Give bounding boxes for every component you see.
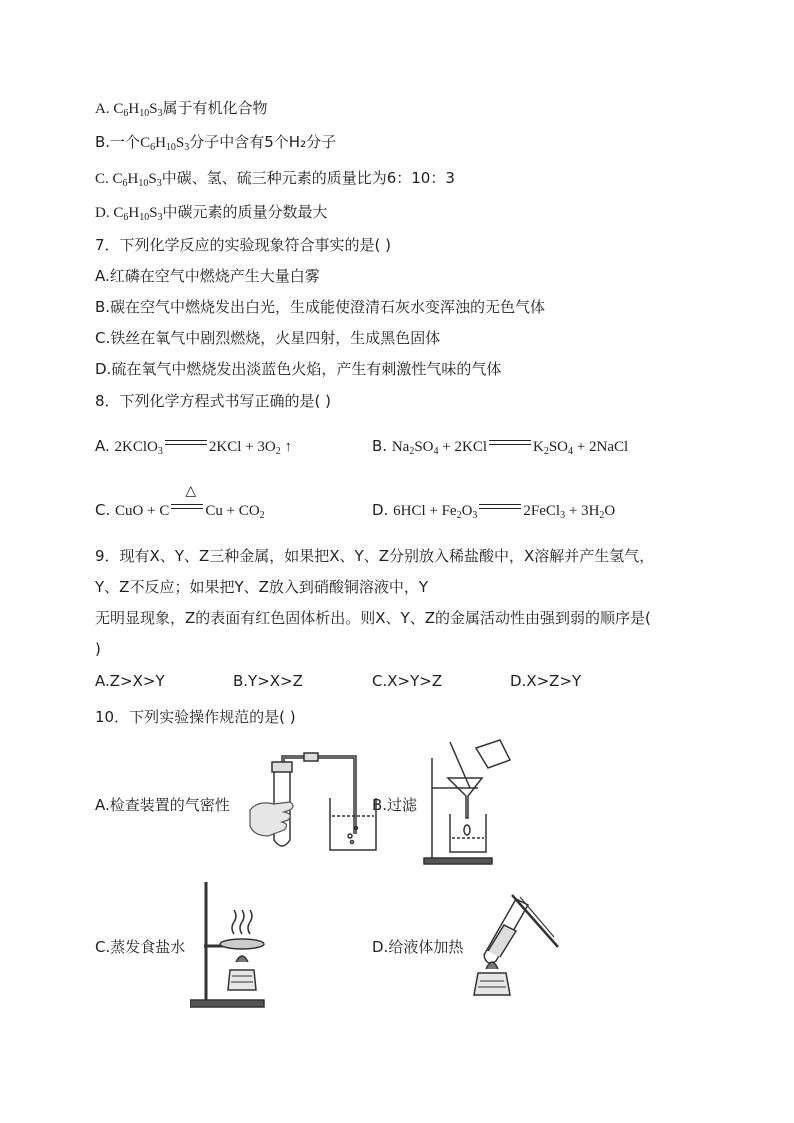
q10-option-d-label: D.给液体加热	[372, 938, 464, 956]
q9-option-b: B.Y>X>Z	[233, 672, 303, 690]
q6-option-d: D. $C_6H_{10}S_3$中碳元素的质量分数最大	[95, 203, 328, 223]
q9-option-c: C.X>Y>Z	[372, 672, 443, 690]
q10-option-b-label: B.过滤	[372, 796, 418, 814]
q7-option-a: A.红磷在空气中燃烧产生大量白雾	[95, 267, 320, 285]
evaporation-illustration	[190, 880, 270, 1010]
filtration-illustration	[420, 738, 520, 868]
q6-option-c: C. $C_6H_{10}S_3$中碳、氢、硫三种元素的质量比为6：10：3	[95, 169, 455, 189]
q6-option-a: A. $C_6H_{10}S_3$属于有机化合物	[95, 99, 268, 119]
q8-option-c: C. CuO + C △ $Cu + CO_2$	[95, 483, 265, 521]
q6-option-b: B.一个$C_6H_{10}S_3$分子中含有5个H₂分子	[95, 133, 337, 153]
heat-symbol: △	[185, 483, 197, 499]
q9-stem-line2: Y、Z不反应；如果把Y、Z放入到硝酸铜溶液中，Y	[95, 578, 429, 596]
q10-stem: 10．下列实验操作规范的是( )	[95, 708, 296, 726]
q7-option-d: D.硫在氧气中燃烧发出淡蓝色火焰，产生有刺激性气味的气体	[95, 360, 502, 378]
q9-stem-line1: 9．现有X、Y、Z三种金属，如果把X、Y、Z分别放入稀盐酸中，X溶解并产生氢气，	[95, 547, 655, 565]
q8-stem: 8．下列化学方程式书写正确的是( )	[95, 392, 332, 410]
q9-stem-line4: )	[95, 640, 101, 658]
q8-option-d: D. $6HCl + Fe_2O_3$ 2FeCl$_3$ + $3H_2O$	[372, 501, 616, 521]
q7-stem: 7．下列化学反应的实验现象符合事实的是( )	[95, 236, 392, 254]
q7-option-c: C.铁丝在氧气中剧烈燃烧，火星四射，生成黑色固体	[95, 329, 441, 347]
q7-option-b: B.碳在空气中燃烧发出白光，生成能使澄清石灰水变浑浊的无色气体	[95, 298, 546, 316]
airtightness-check-illustration	[244, 752, 379, 857]
q9-option-d: D.X>Z>Y	[510, 672, 582, 690]
q8-option-a: A. 2KClO$_3$ $2KCl + 3O_2$ ↑	[95, 437, 292, 457]
q9-stem-line3: 无明显现象，Z的表面有红色固体析出。则X、Y、Z的金属活动性由强到弱的顺序是(	[95, 609, 651, 627]
q9-option-a: A.Z>X>Y	[95, 672, 165, 690]
heating-liquid-illustration	[468, 885, 563, 1000]
q10-option-a-label: A.检查装置的气密性	[95, 796, 230, 814]
q10-option-c-label: C.蒸发食盐水	[95, 938, 186, 956]
q8-option-b: B. $Na_2SO_4 + 2KCl$ $K_2SO_4$ + 2NaCl	[372, 437, 629, 457]
